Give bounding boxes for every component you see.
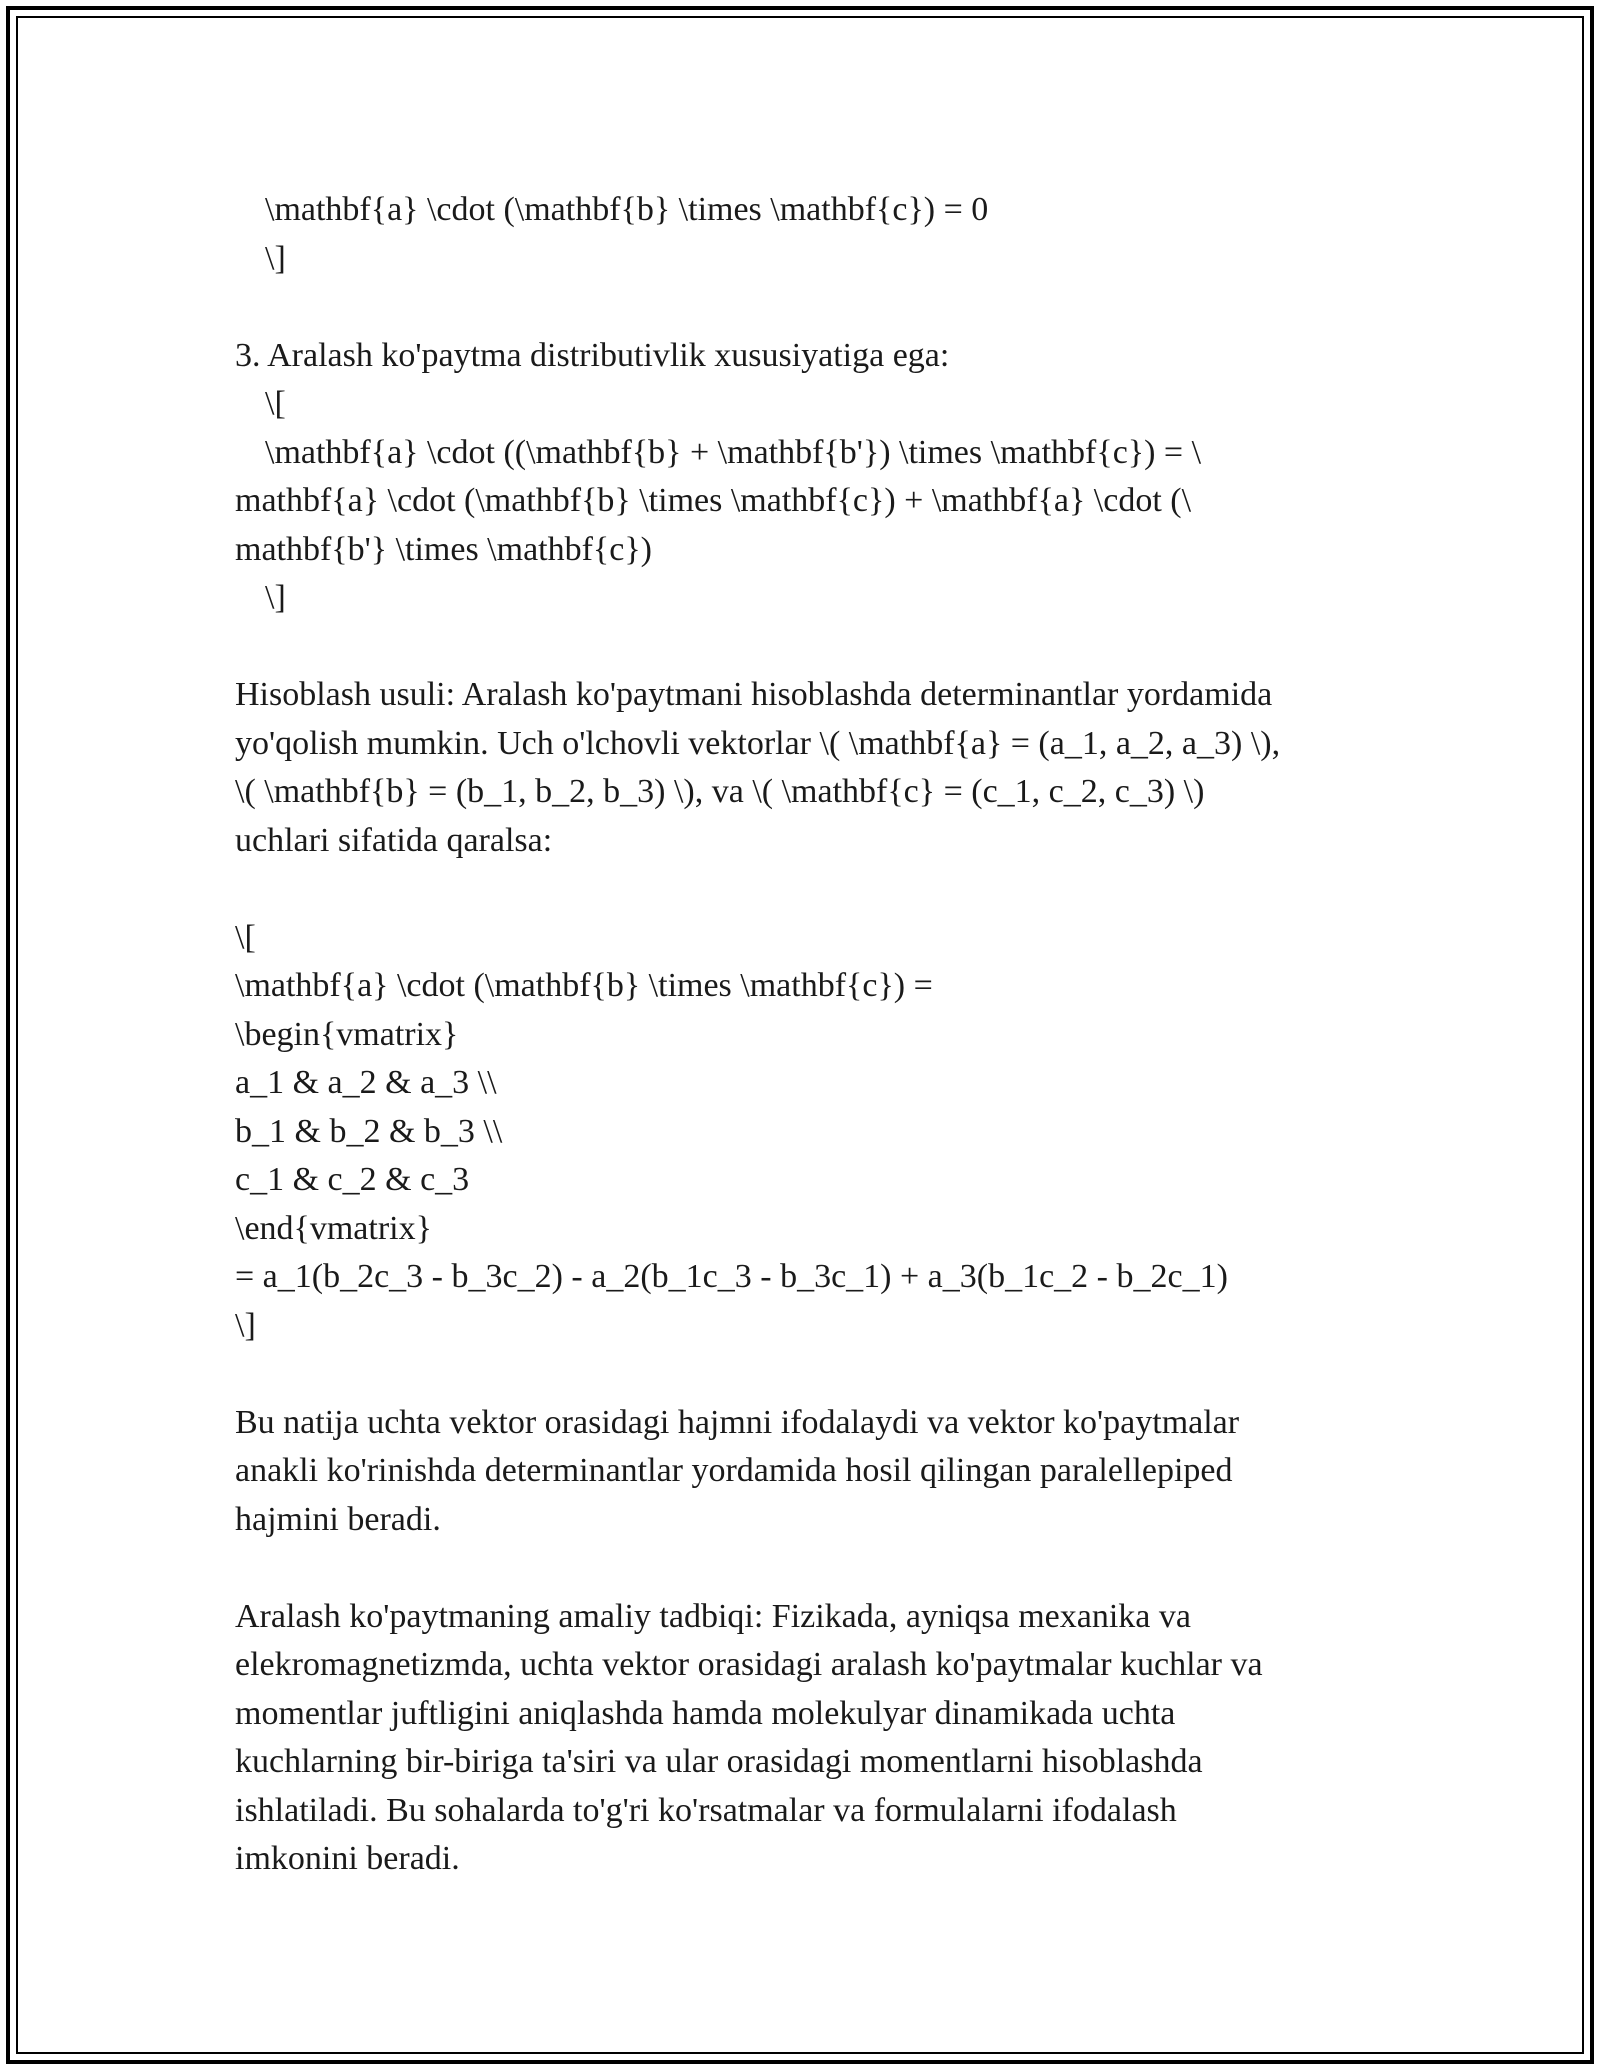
paragraph-line: anakli ko'rinishda determinantlar yordamida hosil qilingan paralellepiped xyxy=(235,1452,1233,1489)
distributivity-section xyxy=(235,332,1375,623)
determinant-formula-block xyxy=(235,914,1375,1351)
matrix-row: b_1 & b_2 & b_3 \\ xyxy=(235,1112,503,1150)
paragraph-line: imkonini beradi. xyxy=(235,1840,460,1877)
paragraph-line: Bu natija uchta vektor orasidagi hajmni ifodalaydi va vektor ko'paytmalar xyxy=(235,1403,1240,1441)
paragraph-line: kuchlarning bir-biriga ta'siri va ular orasidagi momentlarni hisoblashda xyxy=(235,1743,1203,1780)
spacer xyxy=(235,623,1375,672)
formula-open: \[ xyxy=(265,385,286,422)
matrix-row: c_1 & c_2 & c_3 xyxy=(235,1161,470,1198)
paragraph-line: Aralash ko'paytmaning amaliy tadbiqi: Fizikada, ayniqsa mexanika va xyxy=(235,1597,1191,1635)
application-paragraph xyxy=(235,1593,1375,1884)
paragraph-line: \( \mathbf{b} = (b_1, b_2, b_3) \), va \( \mathbf{c} = (c_1, c_2, c_3) \) xyxy=(235,773,1205,810)
spacer xyxy=(235,1544,1375,1593)
formula-line: mathbf{b'} \times \mathbf{c}) xyxy=(235,530,652,568)
formula-block-orthogonality xyxy=(235,186,1375,283)
formula-line: \mathbf{a} \cdot (\mathbf{b} \times \mathbf{c}) = xyxy=(235,967,933,1004)
paragraph-line: hajmini beradi. xyxy=(235,1500,441,1538)
matrix-row: a_1 & a_2 & a_3 \\ xyxy=(235,1064,497,1101)
formula-line: mathbf{a} \cdot (\mathbf{b} \times \mathbf{c}) + \mathbf{a} \cdot (\ xyxy=(235,482,1192,519)
spacer xyxy=(235,1350,1375,1399)
paragraph-line: elekromagnetizmda, uchta vektor orasidagi aralash ko'paytmalar kuchlar va xyxy=(235,1646,1263,1683)
formula-line: = a_1(b_2c_3 - b_3c_2) - a_2(b_1c_3 - b_3c_1) + a_3(b_1c_2 - b_2c_1) xyxy=(235,1258,1228,1295)
formula-line: \mathbf{a} \cdot ((\mathbf{b} + \mathbf{b'}) \times \mathbf{c}) = \ xyxy=(265,433,1202,471)
formula-close: \] xyxy=(235,1306,256,1344)
formula-line: \end{vmatrix} xyxy=(235,1209,432,1247)
spacer xyxy=(235,283,1375,332)
formula-close: \] xyxy=(265,239,286,277)
paragraph-line: Hisoblash usuli: Aralash ko'paytmani hisoblashda determinantlar yordamida xyxy=(235,676,1273,713)
paragraph-line: momentlar juftligini aniqlashda hamda molekulyar dinamikada uchta xyxy=(235,1694,1176,1732)
section-heading: 3. Aralash ko'paytma distributivlik xususiyatiga ega: xyxy=(235,336,950,374)
result-paragraph xyxy=(235,1399,1375,1545)
spacer xyxy=(235,865,1375,914)
formula-line: \begin{vmatrix} xyxy=(235,1015,459,1053)
paragraph-line: ishlatiladi. Bu sohalarda to'g'ri ko'rsatmalar va formulalarni ifodalash xyxy=(235,1791,1177,1829)
paragraph-line: uchlari sifatida qaralsa: xyxy=(235,821,553,859)
formula-line: \mathbf{a} \cdot (\mathbf{b} \times \mathbf{c}) = 0 xyxy=(265,191,989,228)
formula-open: \[ xyxy=(235,918,256,956)
paragraph-line: yo'qolish mumkin. Uch o'lchovli vektorlar \( \mathbf{a} = (a_1, a_2, a_3) \), xyxy=(235,724,1281,762)
document-body xyxy=(235,186,1375,1884)
calculation-method-paragraph xyxy=(235,671,1375,865)
formula-close: \] xyxy=(265,579,286,616)
